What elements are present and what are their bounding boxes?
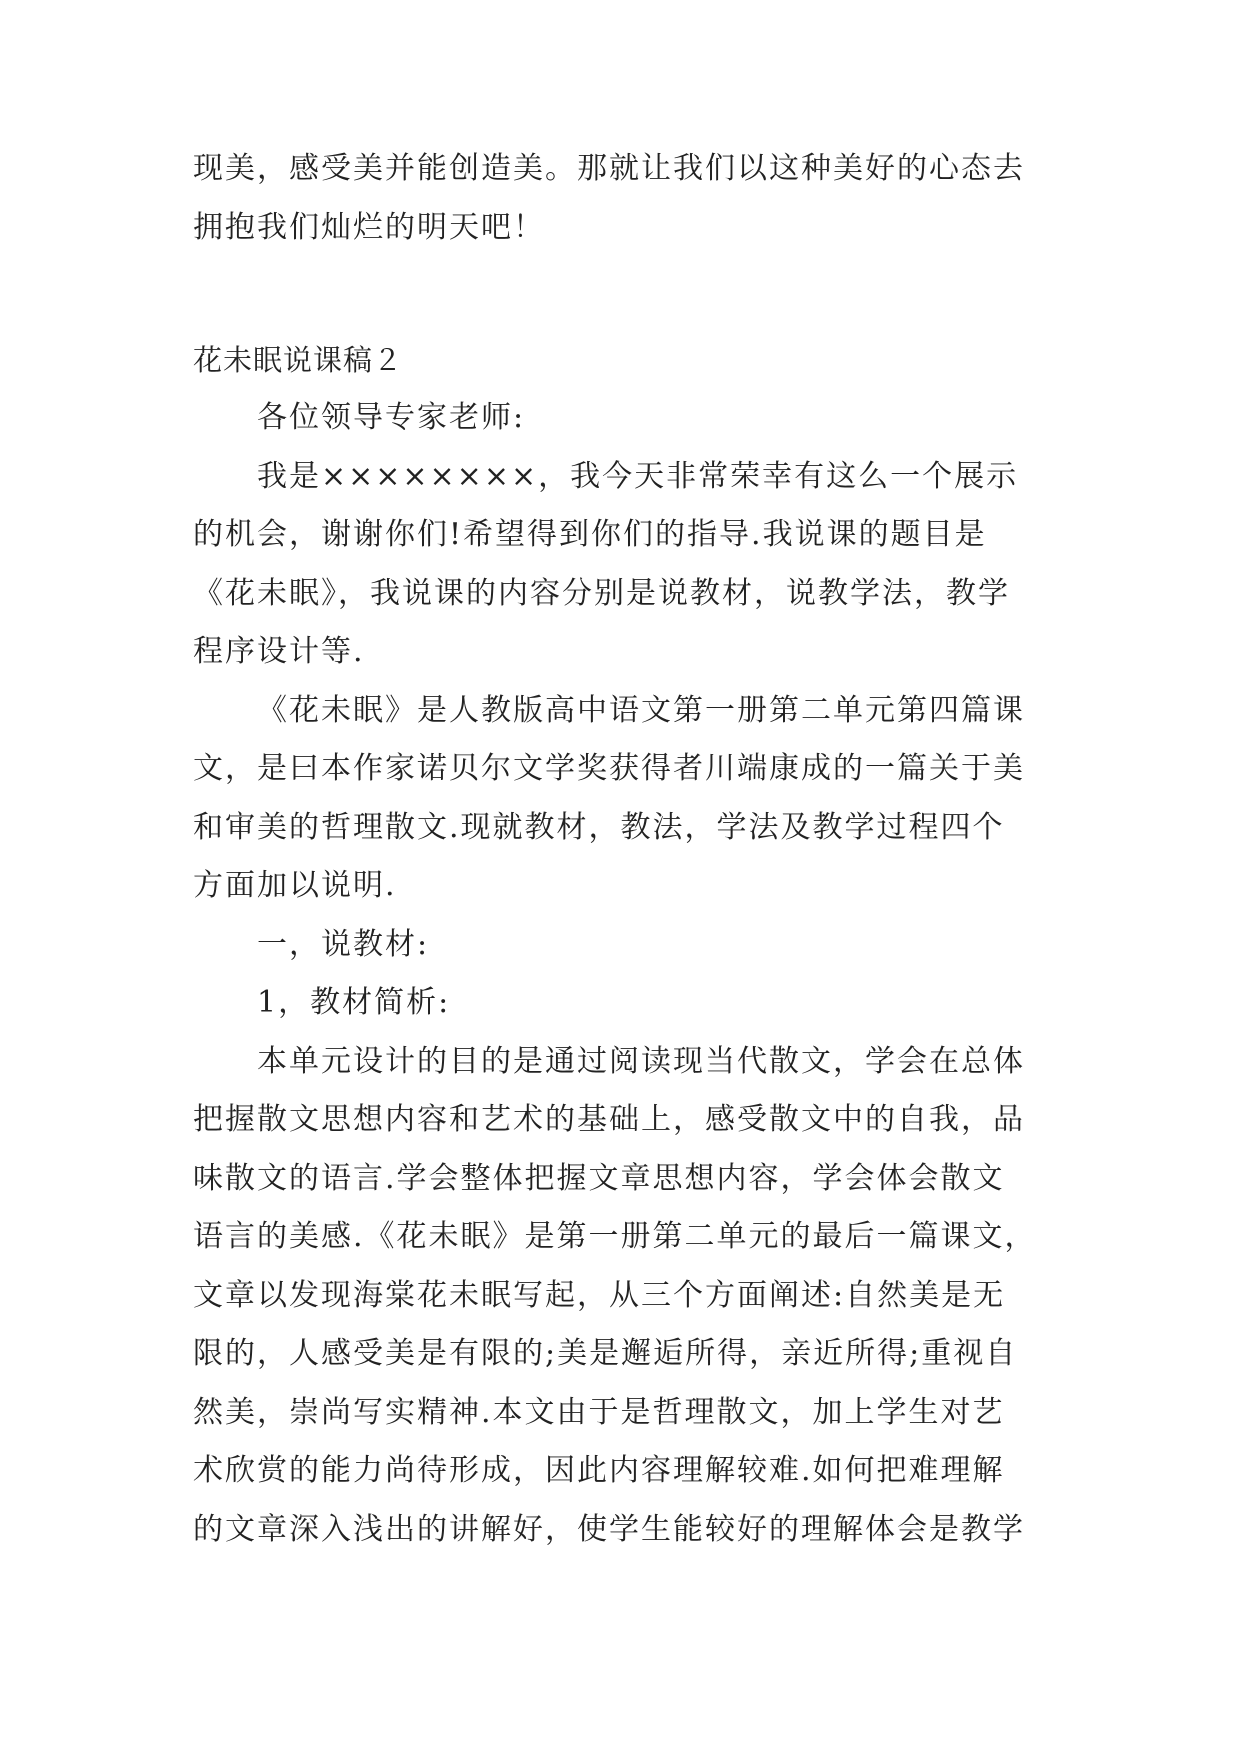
section-title: 花未眠说课稿２	[193, 343, 404, 377]
intro-line: 现美，感受美并能创造美。那就让我们以这种美好的心态去	[193, 151, 1025, 186]
body-line: 文章以发现海棠花未眠写起，从三个方面阐述:自然美是无	[193, 1277, 1006, 1313]
body-line: 各位领导专家老师:	[257, 400, 526, 435]
body-line: 把握散文思想内容和艺术的基础上，感受散文中的自我，品	[193, 1102, 1025, 1137]
intro-paragraph	[193, 140, 1063, 257]
body-line: 然美，崇尚写实精神.本文由于是哲理散文，加上学生对艺	[193, 1394, 1005, 1430]
body-line: 限的，人感受美是有限的;美是邂逅所得，亲近所得;重视自	[193, 1336, 1018, 1371]
body-line: 术欣赏的能力尚待形成，因此内容理解较难.如何把难理解	[193, 1453, 1005, 1488]
body-line: 的机会，谢谢你们!希望得到你们的指导.我说课的题目是	[193, 517, 987, 552]
body-line: 一，说教材:	[257, 926, 430, 962]
body-line: 文，是曰本作家诺贝尔文学奖获得者川端康成的一篇关于美	[193, 751, 1025, 786]
body-line: 程序设计等.	[193, 634, 365, 669]
body-line: 语言的美感.《花未眠》是第一册第二单元的最后一篇课文，	[193, 1219, 1037, 1254]
body-line: 方面加以说明.	[193, 868, 397, 903]
body-line: 和审美的哲理散文.现就教材，教法，学法及教学过程四个	[193, 809, 1005, 845]
body-text	[193, 389, 1063, 1559]
body-line: 我是××××××××，我今天非常荣幸有这么一个展示	[257, 458, 1019, 494]
body-line: 味散文的语言.学会整体把握文章思想内容，学会体会散文	[193, 1160, 1005, 1196]
intro-line: 拥抱我们灿烂的明天吧！	[193, 209, 545, 245]
body-line: 的文章深入浅出的讲解好，使学生能较好的理解体会是教学	[193, 1511, 1025, 1547]
body-line: 《花未眠》，我说课的内容分别是说教材，说教学法，教学	[193, 575, 1010, 611]
body-line: 本单元设计的目的是通过阅读现当代散文，学会在总体	[257, 1043, 1025, 1079]
body-line: 《花未眠》是人教版高中语文第一册第二单元第四篇课	[257, 692, 1025, 728]
body-line: 1，教材简析:	[257, 985, 451, 1020]
